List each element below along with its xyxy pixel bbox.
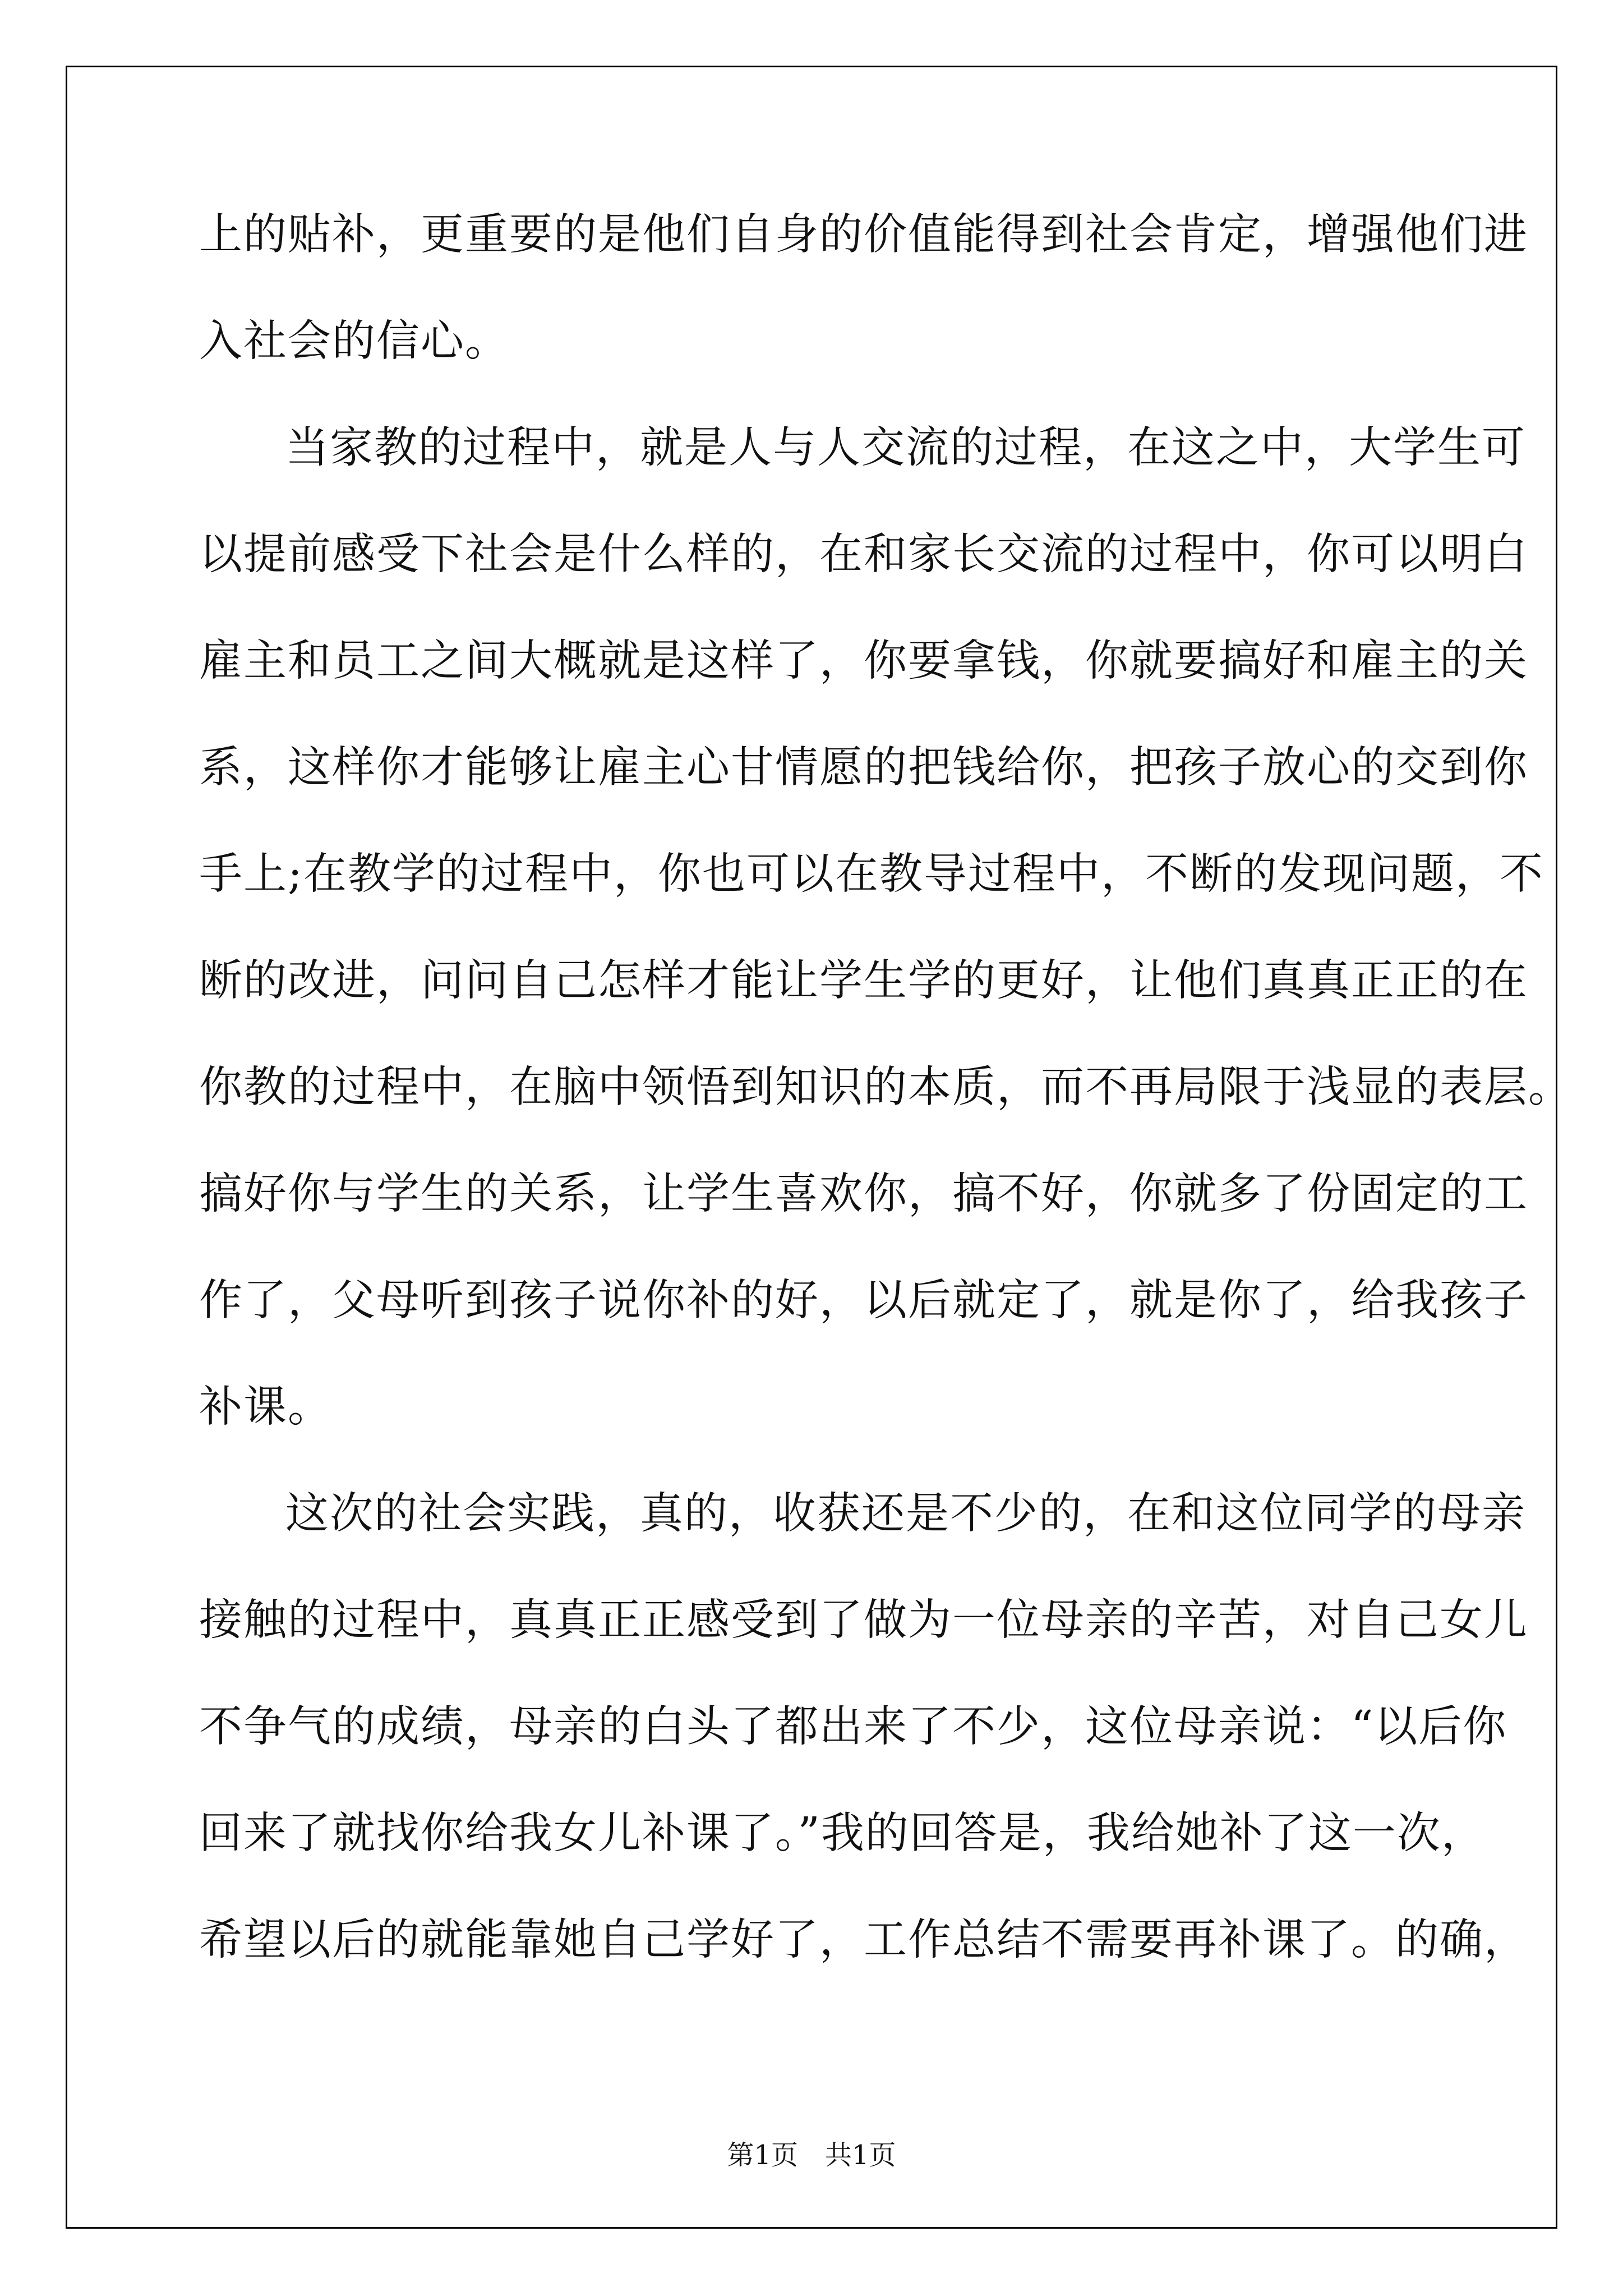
text-line: 你教的过程中，在脑中领悟到知识的本质，而不再局限于浅显的表层。 (199, 1062, 1573, 1112)
page-border (66, 66, 1557, 2229)
text-line: 断的改进，问问自己怎样才能让学生学的更好，让他们真真正正的在 (199, 956, 1528, 1006)
text-line: 入社会的信心。 (199, 316, 509, 366)
text-line: 回来了就找你给我女儿补课了。”我的回答是，我给她补了这一次， (199, 1809, 1486, 1858)
text-line: 手上;在教学的过程中，你也可以在教导过程中，不断的发现问题，不 (199, 849, 1544, 899)
text-line: 希望以后的就能靠她自己学好了，工作总结不需要再补课了。的确， (199, 1915, 1528, 1965)
page-number-footer: 第1页 共1页 (727, 2139, 896, 2171)
text-line: 作了，父母听到孩子说你补的好，以后就定了，就是你了，给我孩子 (199, 1276, 1528, 1326)
text-line: 不争气的成绩，母亲的白头了都出来了不少，这位母亲说：“以后你 (199, 1702, 1507, 1752)
text-line: 补课。 (199, 1382, 332, 1432)
text-line: 雇主和员工之间大概就是这样了，你要拿钱，你就要搞好和雇主的关 (199, 636, 1528, 686)
text-line: 接触的过程中，真真正正感受到了做为一位母亲的辛苦，对自己女儿 (199, 1595, 1528, 1645)
text-line: 系，这样你才能够让雇主心甘情愿的把钱给你，把孩子放心的交到你 (199, 743, 1528, 793)
paragraph-start-line: 当家教的过程中，就是人与人交流的过程，在这之中，大学生可 (285, 423, 1526, 473)
text-line: 以提前感受下社会是什么样的，在和家长交流的过程中，你可以明白 (199, 530, 1528, 579)
paragraph-start-line: 这次的社会实践，真的，收获还是不少的，在和这位同学的母亲 (285, 1489, 1526, 1539)
text-line: 搞好你与学生的关系，让学生喜欢你，搞不好，你就多了份固定的工 (199, 1169, 1528, 1219)
text-line: 上的贴补，更重要的是他们自身的价值能得到社会肯定，增强他们进 (199, 210, 1528, 260)
